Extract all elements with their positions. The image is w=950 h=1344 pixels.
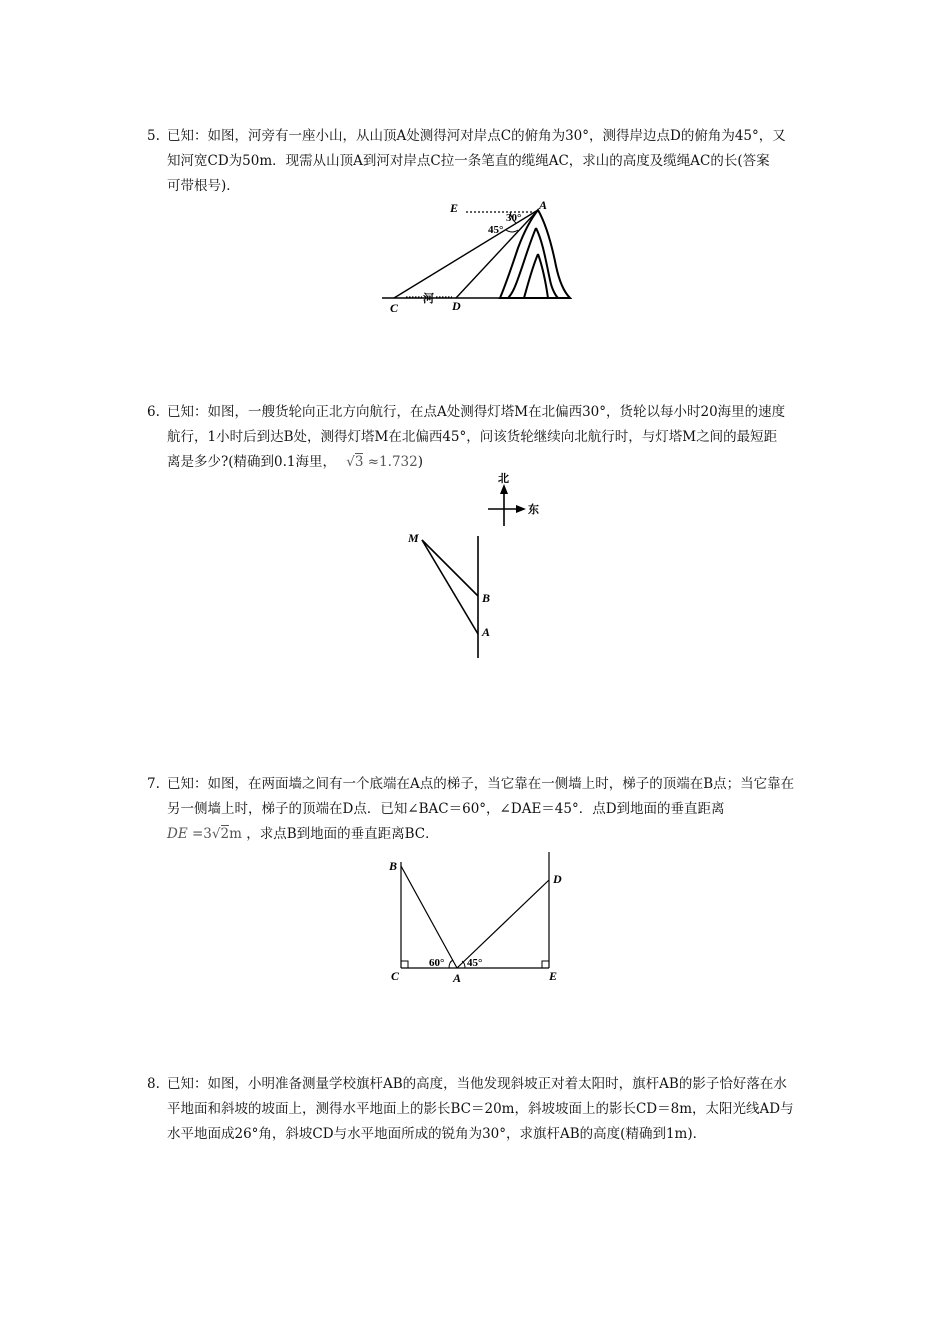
problem-text-line: 平地面和斜坡的坡面上，测得水平地面上的影长BC＝20m，斜坡坡面上的影长CD＝8m，太阳光线AD与 [167, 1101, 794, 1117]
label-c: C [390, 301, 399, 315]
sqrt-radical-icon: √ [346, 454, 355, 470]
mountain-contour [508, 228, 558, 298]
label-a: A [482, 625, 491, 639]
problem-8 [147, 1072, 817, 1147]
figure-lighthouse [400, 470, 560, 665]
formula-eq: =3 [191, 826, 212, 842]
north-arrow-icon [500, 484, 508, 494]
problem-text-line: 已知：如图，在两面墙之间有一个底端在A点的梯子，当它靠在一侧墙上时，梯子的顶端在B点；当它靠在 [167, 776, 795, 792]
right-angle-c [401, 961, 408, 968]
label-a: A [453, 971, 462, 985]
label-d: D [452, 299, 461, 313]
formula-unit: m [229, 826, 242, 842]
label-m: M [408, 531, 419, 545]
label-b: B [482, 591, 491, 605]
problem-7 [147, 772, 817, 847]
formula-radicand: 2 [220, 826, 230, 842]
label-east: 东 [528, 504, 539, 516]
problem-text-line: 已知：如图，河旁有一座小山，从山顶A处测得河对岸点C的俯角为30°，测得岸边点D的俯角为45°，又 [167, 128, 786, 144]
label-angle-60: 60° [429, 957, 445, 969]
problem-5 [147, 124, 817, 199]
problem-text-line: 已知：如图，一艘货轮向正北方向航行，在点A处测得灯塔M在北偏西30°，货轮以每小时20海里的速度 [167, 404, 786, 420]
problem-text-line: 可带根号)． [167, 178, 240, 194]
label-north: 北 [498, 473, 509, 485]
label-b: B [389, 859, 398, 873]
problem-text-tail: ，求点B到地面的垂直距离BC． [246, 826, 439, 842]
problem-text-line: 另一侧墙上时，梯子的顶端在D点．已知∠BAC＝60°，∠DAE＝45°．点D到地面的垂直距离 [167, 801, 725, 817]
label-e: E [450, 201, 459, 215]
angle-arc-45 [506, 230, 518, 232]
figure-mountain-river [378, 196, 578, 316]
problem-text-line: 航行，1小时后到达B处，测得灯塔M在北偏西45°，问该货轮继续向北航行时，与灯塔M之间的最短距 [167, 429, 778, 445]
problem-number: 6. [147, 404, 160, 420]
problem-text-line: 离是多少?(精确到0.1海里， [167, 454, 336, 470]
label-angle-30: 30° [506, 212, 522, 224]
label-c: C [391, 969, 400, 983]
sqrt-approx: ≈1.732 [367, 454, 418, 470]
problem-number: 5. [147, 128, 160, 144]
right-angle-e [542, 961, 549, 968]
label-a: A [539, 198, 548, 212]
problem-text-line: 知河宽CD为50m．现需从山顶A到河对岸点C拉一条笔直的缆绳AC，求山的高度及缆绳AC的长(答案 [167, 153, 770, 169]
label-river: 河 [423, 293, 434, 305]
angle-arc-60 [449, 960, 453, 968]
formula-lhs: DE [167, 826, 188, 842]
problem-number: 8. [147, 1076, 160, 1092]
ladder-ab [401, 866, 457, 968]
ladder-ad [457, 880, 549, 968]
formula-de [167, 825, 246, 842]
problem-number: 7. [147, 776, 160, 792]
label-angle-45: 45° [488, 224, 504, 236]
figure-ladder [383, 848, 568, 988]
problem-6 [147, 400, 817, 475]
problem-text-line: 已知：如图，小明准备测量学校旗杆AB的高度，当他发现斜坡正对着太阳时，旗杆AB的影子恰好落在水 [167, 1076, 787, 1092]
sqrt-radical-icon: √ [211, 826, 221, 842]
label-e: E [549, 969, 558, 983]
mountain-contour [524, 254, 548, 298]
problem-text-line: 水平地面成26°角，斜坡CD与水平地面所成的锐角为30°，求旗杆AB的高度(精确到1m)． [167, 1126, 707, 1142]
east-arrow-icon [516, 505, 526, 513]
sqrt-radicand: 3 [354, 454, 364, 470]
label-d: D [553, 872, 562, 886]
label-angle-45: 45° [467, 957, 483, 969]
closing-paren: ) [417, 454, 424, 470]
